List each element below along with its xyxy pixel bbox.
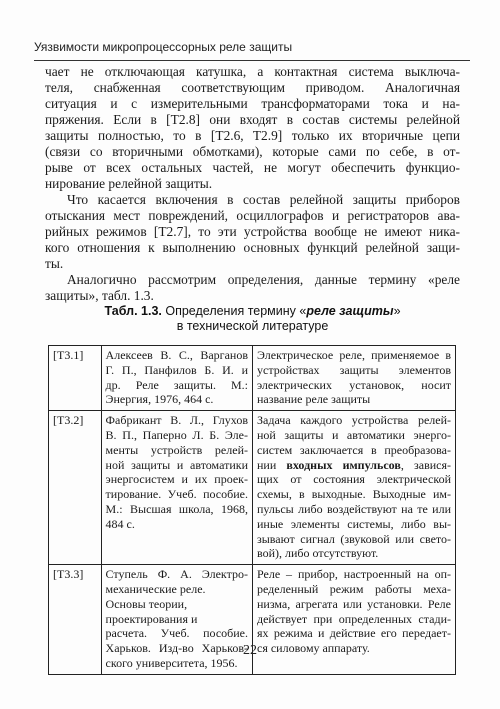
cell-line: тирование. Учеб. пособие. bbox=[105, 487, 248, 502]
text-line: ситуация и с измерительными трансформаторами тока и на- bbox=[45, 96, 460, 111]
page-number: 22 bbox=[243, 643, 257, 658]
cell-line: В. П., Паперно Л. Б. Эле- bbox=[105, 427, 248, 442]
cell-text: нии bbox=[257, 457, 287, 472]
caption-line-2: в технической литературе bbox=[176, 319, 329, 333]
cell-line: действует при определенных стади- bbox=[257, 611, 451, 626]
cell-line: ной защиты и автоматики bbox=[105, 457, 248, 472]
ref-id-cell: [T3.3] bbox=[49, 565, 102, 675]
paragraph-1 bbox=[45, 64, 460, 192]
cell-line: ределенный режим работы меха- bbox=[257, 581, 451, 596]
cell-line: Энергия, 1976, 464 с. bbox=[105, 392, 214, 407]
paragraph-3 bbox=[45, 272, 460, 304]
cell-line: иные элементы системы, либо вы- bbox=[257, 516, 451, 531]
text-line: чает не отключающая катушка, а контактная система выключа- bbox=[45, 64, 460, 79]
cell-line: Харьков. Изд-во Харьков- bbox=[105, 641, 248, 656]
cell-line: низма, агрегата или установки. Реле bbox=[257, 596, 451, 611]
cell-line: проектирования и bbox=[105, 611, 198, 626]
cell-line: вой), либо отсутствуют. bbox=[257, 546, 379, 561]
cell-line: Ступель Ф. А. Электро- bbox=[105, 567, 248, 582]
cell-line: Алексеев В. С., Варганов bbox=[105, 348, 248, 362]
text-line: кого отношения к выполнению основных функций релейной защи- bbox=[45, 240, 460, 255]
text-line: отыскания мест повреждений, осциллографов и регистраторов ава- bbox=[45, 208, 460, 223]
running-header: Уязвимости микропроцессорных реле защиты bbox=[34, 40, 293, 54]
source-cell bbox=[101, 411, 252, 565]
ref-id-cell: [T3.1] bbox=[49, 346, 102, 411]
table-row bbox=[49, 411, 456, 565]
emphasis-term: входных импульсов bbox=[286, 457, 401, 472]
caption-label: Табл. 1.3. bbox=[104, 304, 162, 318]
text-line: рийных режимов [T2.7], то эти устройства вообще не имеют ника- bbox=[45, 224, 460, 239]
cell-line: ной защиты и автоматики энерго- bbox=[257, 427, 451, 442]
body-text bbox=[45, 64, 460, 304]
text-line: ты. bbox=[45, 256, 64, 271]
cell-line: ся силовому аппарату. bbox=[257, 641, 370, 656]
cell-line: энергосистем и их проек- bbox=[105, 472, 248, 487]
text-line: Аналогично рассмотрим определения, данные термину «реле bbox=[67, 272, 460, 287]
cell-line: расчета. Учеб. пособие. bbox=[105, 626, 248, 641]
cell-line: электрических установок, носит bbox=[257, 377, 451, 392]
text-line: рыве от всех остальных частей, не могут обеспечить функцио- bbox=[45, 160, 460, 175]
cell-line: механические реле. bbox=[105, 581, 206, 596]
caption-line-1 bbox=[45, 304, 460, 319]
cell-line: Реле – прибор, настроенный на оп- bbox=[257, 567, 451, 582]
cell-line: Электрическое реле, применяемое в bbox=[257, 348, 451, 362]
cell-line: М.: Высшая школа, 1968, bbox=[105, 501, 248, 516]
cell-line: менты устройств релей- bbox=[105, 442, 248, 457]
cell-line: пульсы либо воздействуют на те или bbox=[257, 501, 451, 516]
text-line: пряжения. Если в [T2.8] они входят в состав системы релейной bbox=[45, 112, 460, 127]
text-line: защиты», табл. 1.3. bbox=[45, 288, 154, 303]
cell-line: название реле защиты bbox=[257, 392, 371, 407]
definition-cell bbox=[253, 346, 456, 411]
cell-line bbox=[257, 458, 451, 473]
cell-line: устройствах защиты элементов bbox=[257, 362, 451, 377]
cell-line: Основы теории, bbox=[105, 596, 188, 611]
text-line: (связи со вторичными обмотками), которые сами по себе, в от- bbox=[45, 144, 460, 159]
source-cell bbox=[101, 346, 252, 411]
cell-line: Г. П., Панфилов Б. И. и bbox=[105, 362, 248, 377]
table-caption bbox=[45, 304, 460, 334]
header-rule bbox=[34, 60, 470, 61]
text-line: теля, снабженная соответствующим приводом. Аналогичная bbox=[45, 80, 460, 95]
cell-line: др. Реле защиты. М.: bbox=[105, 377, 248, 392]
cell-line: щих от состояния электрической bbox=[257, 472, 451, 487]
caption-text: Определения термину « bbox=[161, 304, 307, 318]
cell-text: , завися- bbox=[400, 457, 452, 472]
cell-line: Задача каждого устройства релей- bbox=[257, 413, 451, 428]
table-row bbox=[49, 346, 456, 411]
cell-line: ях режима и действие его передает- bbox=[257, 626, 451, 641]
cell-line: 484 с. bbox=[105, 516, 135, 531]
cell-line: Фабрикант В. Л., Глухов bbox=[105, 413, 248, 428]
cell-line: схемы, в выходные. Выходные им- bbox=[257, 487, 451, 502]
text-line: нирование релейной защиты. bbox=[45, 176, 213, 191]
definition-cell bbox=[253, 411, 456, 565]
caption-term: реле защиты bbox=[306, 304, 394, 318]
text-line: защиты полностью, то в [T2.6, T2.9] только их вторичные цепи bbox=[45, 128, 460, 143]
cell-line: систем заключается в преобразова- bbox=[257, 442, 451, 457]
cell-line: зывают сигнал (звуковой или свето- bbox=[257, 531, 451, 546]
cell-line: ского университета, 1956. bbox=[105, 655, 238, 670]
paragraph-2 bbox=[45, 192, 460, 272]
caption-text-end: » bbox=[393, 304, 401, 318]
definitions-table bbox=[48, 345, 456, 675]
ref-id-cell: [T3.2] bbox=[49, 411, 102, 565]
text-line: Что касается включения в состав релейной защиты приборов bbox=[67, 192, 460, 207]
